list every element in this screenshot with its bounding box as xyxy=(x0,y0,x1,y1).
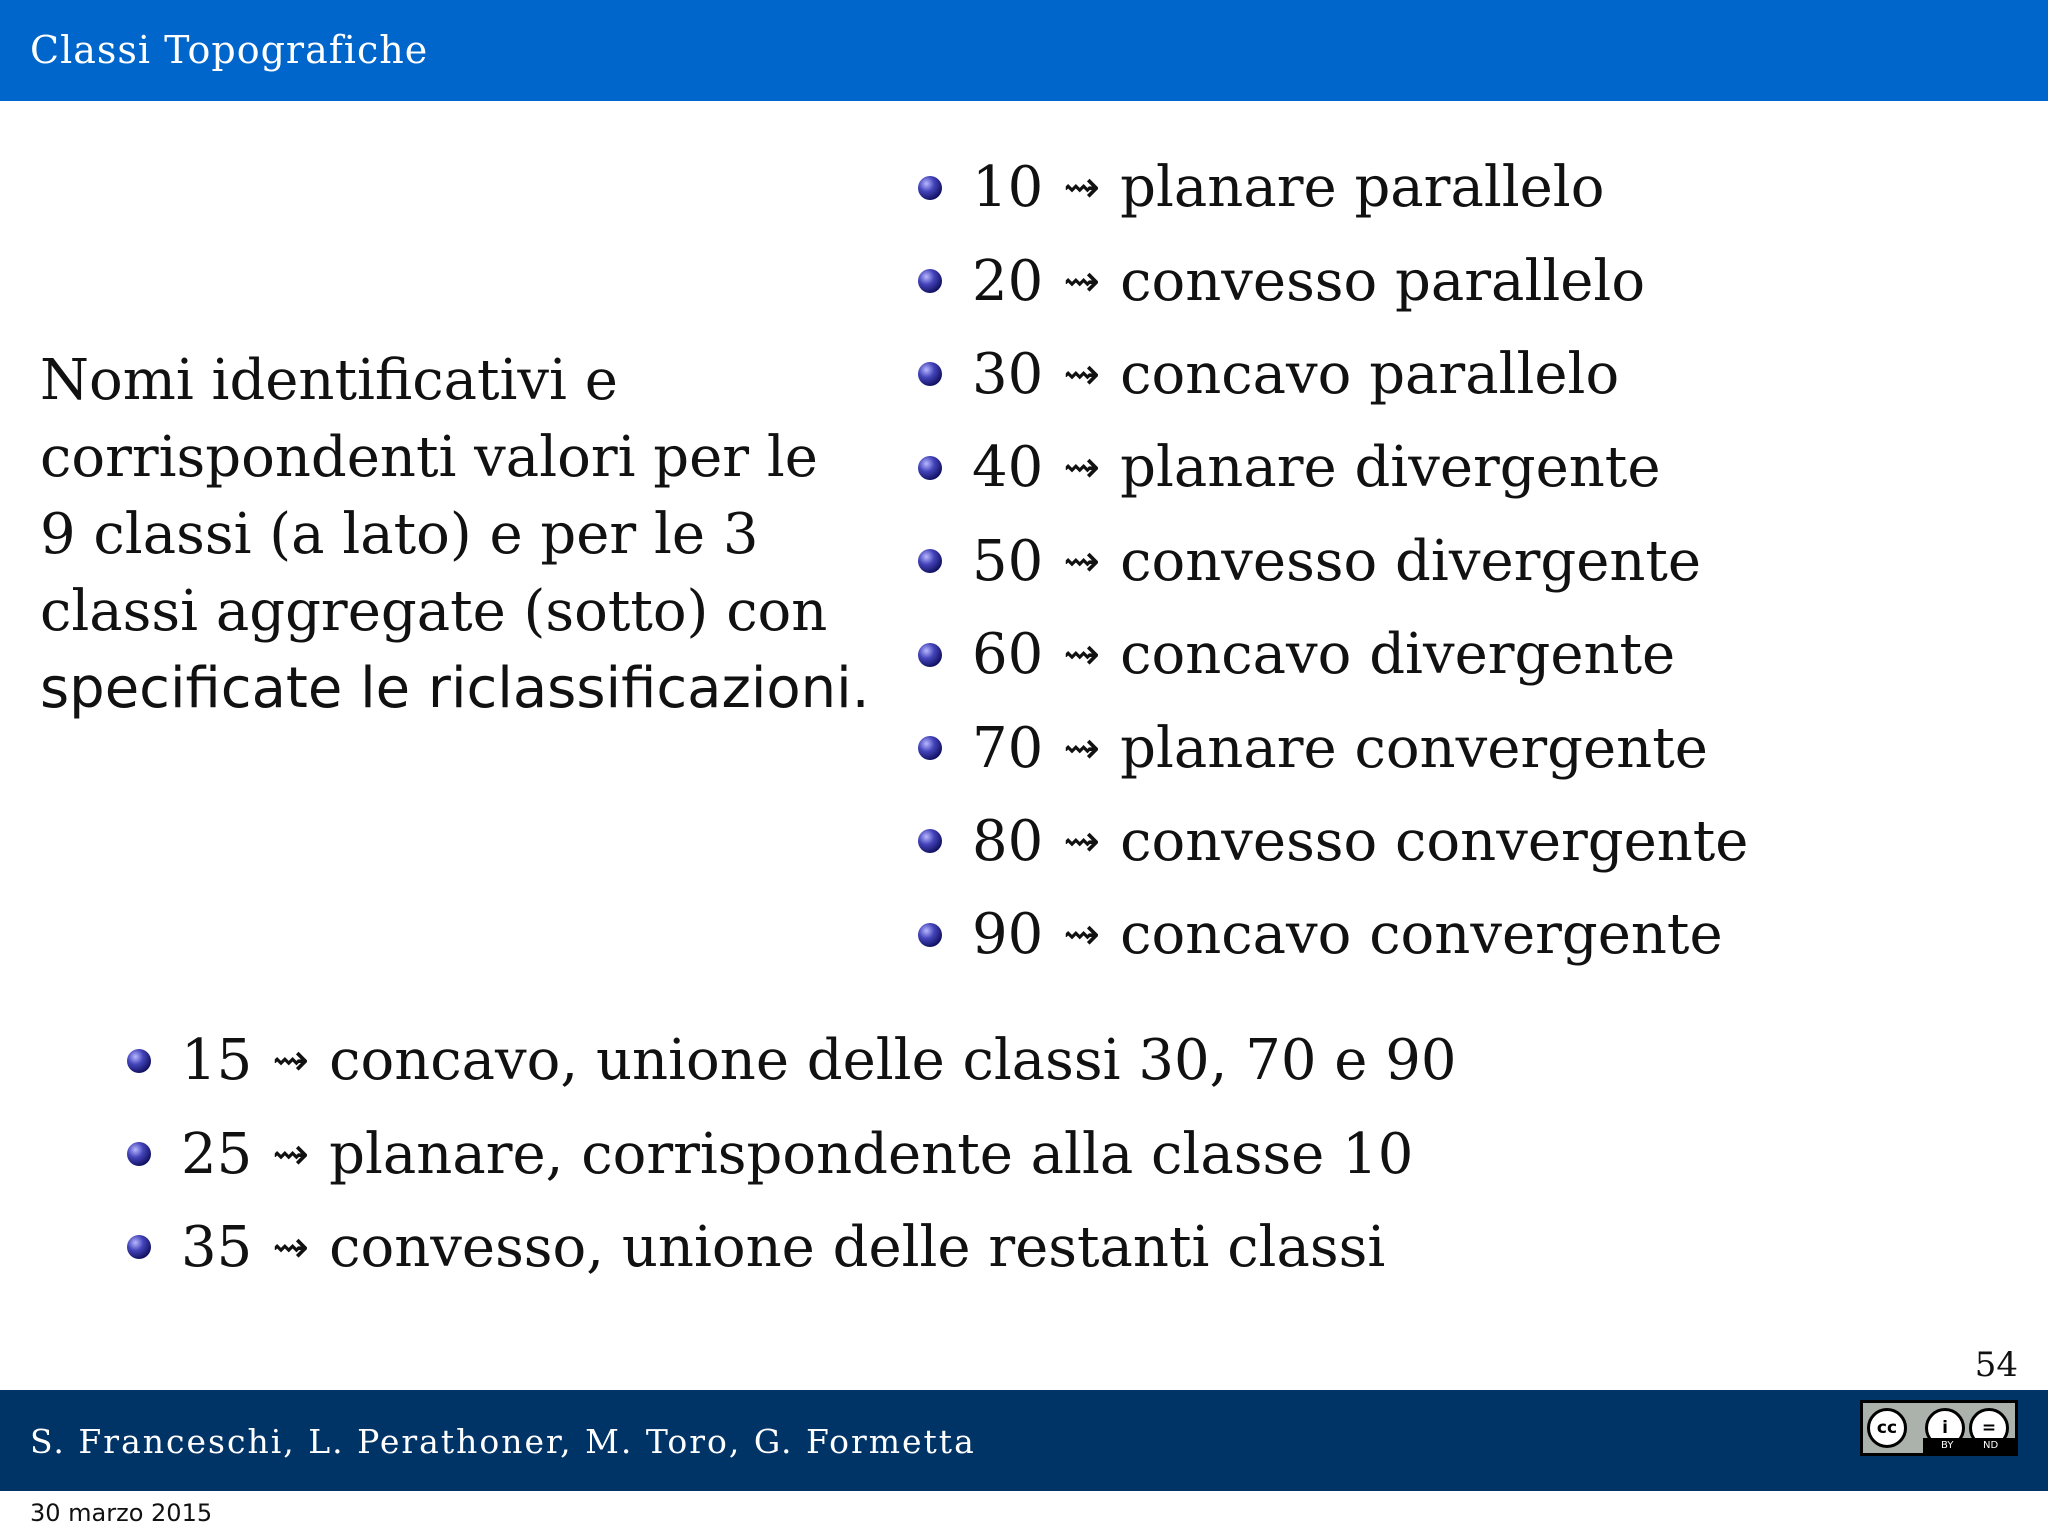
aggregated-class-list xyxy=(127,1014,1456,1294)
footer-bar xyxy=(0,1390,2048,1491)
class-code: 20 xyxy=(972,248,1044,314)
class-name: planare convergente xyxy=(1120,715,1708,781)
bullet-icon xyxy=(918,923,942,947)
class-code: 90 xyxy=(972,902,1044,968)
class-name: convesso convergente xyxy=(1120,808,1749,874)
header-bar xyxy=(0,0,2048,101)
class-item xyxy=(918,421,1748,514)
class-item xyxy=(918,888,1748,981)
aggregated-item xyxy=(127,1014,1456,1107)
class-name: convesso divergente xyxy=(1120,528,1702,594)
class-code: 15 xyxy=(181,1028,253,1094)
bullet-icon xyxy=(127,1049,151,1073)
bullet-icon xyxy=(918,643,942,667)
bullet-icon xyxy=(918,829,942,853)
squiggle-arrow-icon: ⇝ xyxy=(272,1035,310,1087)
bullet-icon xyxy=(918,269,942,293)
intro-line: corrispondenti valori per le xyxy=(40,425,818,490)
class-code: 30 xyxy=(972,341,1044,407)
intro-line: specificate le riclassificazioni. xyxy=(40,656,870,721)
class-name: concavo, unione delle classi 30, 70 e 90 xyxy=(329,1028,1457,1094)
class-code: 60 xyxy=(972,622,1044,688)
class-item xyxy=(918,515,1748,608)
squiggle-arrow-icon: ⇝ xyxy=(1063,909,1101,961)
cc-by-nd-license-icon xyxy=(1860,1400,2018,1456)
intro-line: classi aggregate (sotto) con xyxy=(40,579,828,644)
squiggle-arrow-icon: ⇝ xyxy=(272,1128,310,1180)
class-name: convesso, unione delle restanti classi xyxy=(329,1214,1386,1280)
class-code: 40 xyxy=(972,435,1044,501)
class-name: planare parallelo xyxy=(1120,155,1605,221)
bullet-icon xyxy=(127,1235,151,1259)
class-code: 25 xyxy=(181,1121,253,1187)
class-name: planare divergente xyxy=(1120,435,1661,501)
squiggle-arrow-icon: ⇝ xyxy=(1063,348,1101,400)
license-nd-label: ND xyxy=(1983,1440,1999,1451)
aggregated-item xyxy=(127,1201,1456,1294)
authors: S. Franceschi, L. Perathoner, M. Toro, G. Formetta xyxy=(30,1422,976,1461)
date: 30 marzo 2015 xyxy=(30,1499,213,1527)
attribution-icon: i xyxy=(1925,1408,1965,1448)
squiggle-arrow-icon: ⇝ xyxy=(1063,442,1101,494)
bullet-icon xyxy=(918,549,942,573)
class-name: concavo parallelo xyxy=(1120,341,1620,407)
squiggle-arrow-icon: ⇝ xyxy=(1063,535,1101,587)
class-item xyxy=(918,141,1748,234)
class-item xyxy=(918,701,1748,794)
class-code: 70 xyxy=(972,715,1044,781)
license-by-label: BY xyxy=(1941,1440,1954,1451)
squiggle-arrow-icon: ⇝ xyxy=(272,1221,310,1273)
squiggle-arrow-icon: ⇝ xyxy=(1063,722,1101,774)
slide-title: Classi Topografiche xyxy=(30,28,429,72)
class-name: concavo divergente xyxy=(1120,622,1676,688)
bullet-icon xyxy=(918,456,942,480)
class-item xyxy=(918,234,1748,327)
squiggle-arrow-icon: ⇝ xyxy=(1063,815,1101,867)
squiggle-arrow-icon: ⇝ xyxy=(1063,629,1101,681)
no-derivatives-icon: = xyxy=(1969,1408,2009,1448)
bullet-icon xyxy=(918,362,942,386)
class-item xyxy=(918,608,1748,701)
class-code: 10 xyxy=(972,155,1044,221)
license-strip xyxy=(1923,1438,2015,1453)
bullet-icon xyxy=(918,736,942,760)
cc-icon: cc xyxy=(1867,1408,1907,1448)
class-name: planare, corrispondente alla classe 10 xyxy=(329,1121,1414,1187)
squiggle-arrow-icon: ⇝ xyxy=(1063,255,1101,307)
class-name: convesso parallelo xyxy=(1120,248,1646,314)
intro-line: Nomi identificativi e xyxy=(40,348,618,413)
intro-line: 9 classi (a lato) e per le 3 xyxy=(40,502,759,567)
class-item xyxy=(918,328,1748,421)
class-code: 35 xyxy=(181,1214,253,1280)
class-code: 80 xyxy=(972,808,1044,874)
class-list xyxy=(918,141,1748,982)
page-number: 54 xyxy=(1974,1345,2018,1385)
class-name: concavo convergente xyxy=(1120,902,1723,968)
aggregated-item xyxy=(127,1107,1456,1200)
class-item xyxy=(918,795,1748,888)
class-code: 50 xyxy=(972,528,1044,594)
squiggle-arrow-icon: ⇝ xyxy=(1063,162,1101,214)
bullet-icon xyxy=(918,176,942,200)
intro-text xyxy=(40,342,870,727)
bullet-icon xyxy=(127,1142,151,1166)
